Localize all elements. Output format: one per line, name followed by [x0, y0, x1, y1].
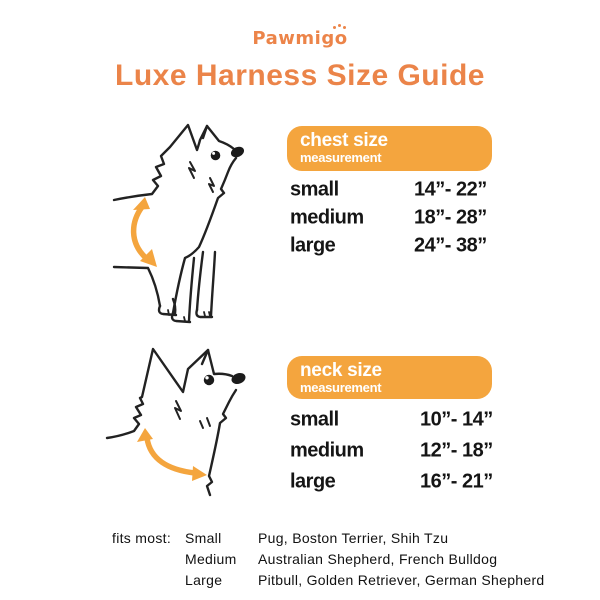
- spacer: [112, 570, 185, 591]
- paw-toes-icon: [338, 24, 341, 27]
- pawmigo-logo: [0, 28, 600, 49]
- dog-head-outline: [107, 349, 236, 495]
- size-label: small: [290, 178, 339, 201]
- table-row: [288, 466, 503, 497]
- size-value: 16”- 21”: [420, 470, 493, 492]
- dog-eye: [204, 375, 214, 385]
- chihuahua-head-illustration: [105, 346, 300, 521]
- table-row: [288, 435, 503, 466]
- size-value: 24”- 38”: [414, 234, 487, 257]
- fits-breeds: Australian Shepherd, French Bulldog: [258, 551, 498, 567]
- dog-eye-highlight: [205, 376, 208, 379]
- size-value: 10”- 14”: [420, 408, 493, 430]
- size-label: medium: [290, 206, 364, 229]
- fits-size: Large: [185, 572, 223, 588]
- size-value: 18”- 28”: [414, 206, 487, 229]
- table-row: [288, 204, 503, 232]
- size-label: small: [290, 408, 339, 430]
- fits-breeds: Pug, Boston Terrier, Shih Tzu: [258, 530, 449, 546]
- neck-banner-subtitle: measurement: [300, 380, 382, 395]
- page-title: Luxe Harness Size Guide: [115, 59, 485, 92]
- chihuahua-body-illustration: [100, 110, 285, 330]
- fits-most-section: [112, 528, 545, 591]
- chest-size-table: [288, 176, 503, 260]
- chest-banner-subtitle: measurement: [300, 150, 382, 165]
- neck-measure-arrow-icon: [137, 428, 207, 481]
- logo-text: Pawmig: [252, 28, 335, 49]
- dog-eye: [211, 151, 221, 161]
- fits-breeds: Pitbull, Golden Retriever, German Shepherd: [258, 572, 545, 588]
- fits-size: Medium: [185, 551, 237, 567]
- spacer: [112, 549, 185, 570]
- size-value: 12”- 18”: [420, 439, 493, 461]
- neck-banner-title: neck size: [300, 360, 382, 381]
- fits-most-label: fits most:: [112, 530, 172, 546]
- dog-eye-highlight: [212, 152, 215, 155]
- neck-size-banner: [287, 356, 492, 399]
- size-label: medium: [290, 439, 364, 461]
- table-row: [288, 176, 503, 204]
- size-label: large: [290, 470, 336, 492]
- table-row: [288, 232, 503, 260]
- size-label: large: [290, 234, 336, 257]
- dog-nose: [230, 371, 247, 386]
- fits-size: Small: [185, 530, 222, 546]
- neck-size-table: [288, 404, 503, 497]
- chest-banner-title: chest size: [300, 130, 388, 151]
- table-row: [288, 404, 503, 435]
- chest-size-banner: [287, 126, 492, 171]
- logo-o: o: [335, 28, 348, 49]
- size-value: 14”- 22”: [414, 178, 487, 201]
- chest-measure-arrow-icon: [133, 197, 157, 267]
